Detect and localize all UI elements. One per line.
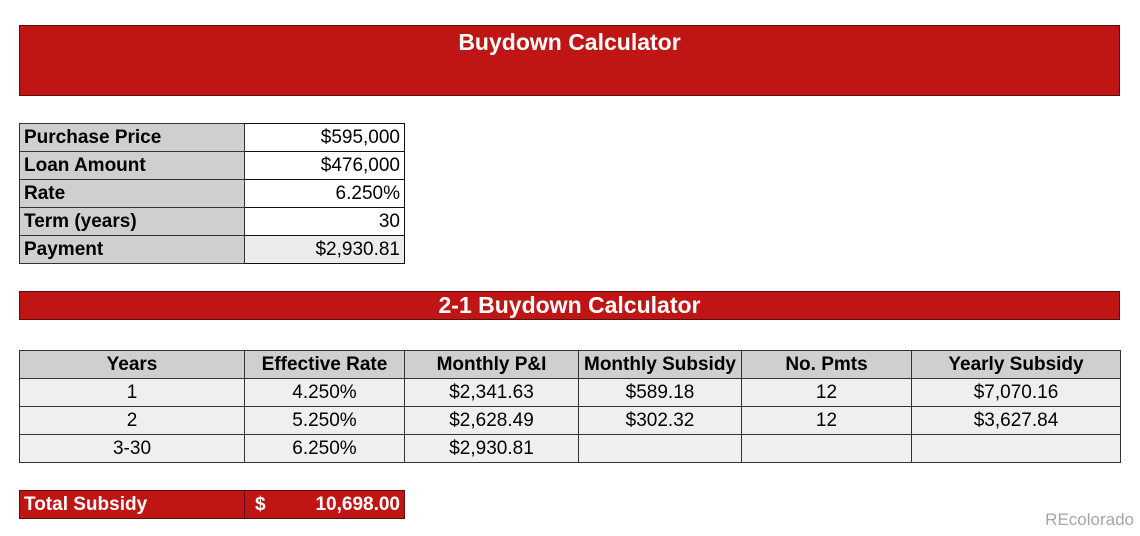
term-value[interactable]: 30: [245, 208, 405, 236]
loan-inputs-table: [19, 123, 405, 264]
purchase-price-label: Purchase Price: [20, 124, 245, 152]
rate-value[interactable]: 6.250%: [245, 180, 405, 208]
buydown-schedule-table: [19, 350, 1121, 463]
cell-years: 3-30: [20, 435, 245, 463]
cell-effective-rate: 5.250%: [245, 407, 405, 435]
cell-years: 1: [20, 379, 245, 407]
input-row-term: [20, 208, 405, 236]
col-header-no-pmts: No. Pmts: [742, 351, 912, 379]
section-title: 2-1 Buydown Calculator: [438, 292, 701, 318]
currency-symbol: $: [255, 493, 266, 515]
subtitle-banner: [19, 291, 1120, 320]
total-subsidy-label: Total Subsidy: [20, 491, 245, 519]
cell-effective-rate: 6.250%: [245, 435, 405, 463]
loan-amount-value[interactable]: $476,000: [245, 152, 405, 180]
loan-amount-label: Loan Amount: [20, 152, 245, 180]
col-header-monthly-pi: Monthly P&I: [405, 351, 579, 379]
total-subsidy-value-cell: [245, 491, 405, 519]
input-row-purchase-price: [20, 124, 405, 152]
page-title: Buydown Calculator: [458, 29, 681, 55]
watermark: REcolorado: [1045, 510, 1134, 529]
cell-yearly-subsidy: $3,627.84: [912, 407, 1121, 435]
cell-monthly-subsidy: $589.18: [579, 379, 742, 407]
cell-no-pmts: 12: [742, 407, 912, 435]
cell-yearly-subsidy: [912, 435, 1121, 463]
cell-monthly-subsidy: $302.32: [579, 407, 742, 435]
purchase-price-value[interactable]: $595,000: [245, 124, 405, 152]
payment-value: $2,930.81: [245, 236, 405, 264]
cell-monthly-pi: $2,628.49: [405, 407, 579, 435]
cell-yearly-subsidy: $7,070.16: [912, 379, 1121, 407]
cell-monthly-pi: $2,930.81: [405, 435, 579, 463]
col-header-monthly-subsidy: Monthly Subsidy: [579, 351, 742, 379]
table-row: [20, 407, 1121, 435]
col-header-years: Years: [20, 351, 245, 379]
rate-label: Rate: [20, 180, 245, 208]
cell-no-pmts: [742, 435, 912, 463]
table-row: [20, 435, 1121, 463]
input-row-payment: [20, 236, 405, 264]
schedule-header-row: [20, 351, 1121, 379]
payment-label: Payment: [20, 236, 245, 264]
term-label: Term (years): [20, 208, 245, 236]
cell-no-pmts: 12: [742, 379, 912, 407]
cell-monthly-subsidy: [579, 435, 742, 463]
table-row: [20, 379, 1121, 407]
title-banner: [19, 25, 1120, 96]
cell-years: 2: [20, 407, 245, 435]
col-header-yearly-subsidy: Yearly Subsidy: [912, 351, 1121, 379]
total-subsidy-value: 10,698.00: [315, 493, 400, 515]
cell-monthly-pi: $2,341.63: [405, 379, 579, 407]
total-row: [20, 491, 405, 519]
col-header-effective-rate: Effective Rate: [245, 351, 405, 379]
total-subsidy-table: [19, 490, 405, 519]
input-row-rate: [20, 180, 405, 208]
input-row-loan-amount: [20, 152, 405, 180]
cell-effective-rate: 4.250%: [245, 379, 405, 407]
